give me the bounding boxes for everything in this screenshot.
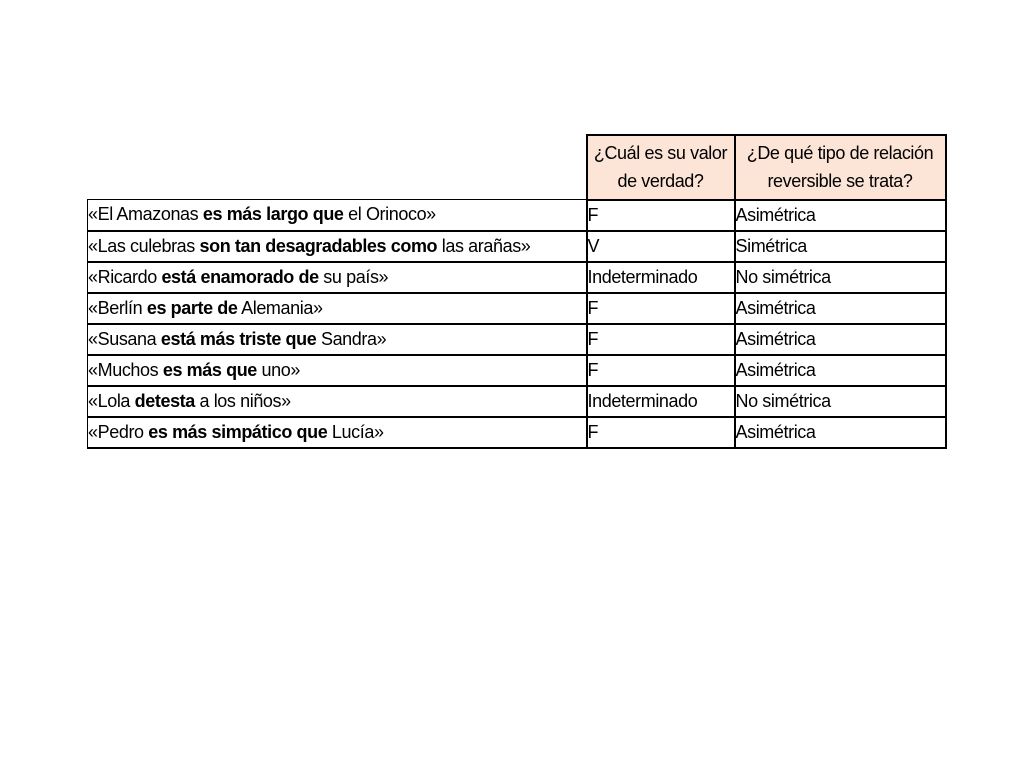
truth-value-cell: F <box>587 293 735 324</box>
table-row <box>88 262 946 293</box>
sentence-fragment: «Ricardo <box>88 266 162 287</box>
sentence-fragment: «El Amazonas <box>88 204 203 225</box>
header-row <box>88 135 946 200</box>
sentence-fragment: a los niños» <box>194 390 291 411</box>
relation-phrase: es parte de <box>146 297 238 318</box>
truth-value-cell: F <box>587 355 735 386</box>
truth-value-cell: V <box>587 231 735 262</box>
sentence-fragment: el Orinoco» <box>343 204 436 225</box>
sentence-fragment: «Lola <box>88 390 135 411</box>
relation-phrase: son tan desagradables como <box>199 235 438 256</box>
table-row <box>88 355 946 386</box>
header-relation-type-line-1: ¿De qué tipo de relación <box>746 143 934 164</box>
sentence-fragment: uno» <box>256 359 300 380</box>
sentence-cell <box>88 386 587 417</box>
sentence-fragment: Sandra» <box>316 328 387 349</box>
relation-type-cell: No simétrica <box>735 386 946 417</box>
relation-phrase: es más que <box>162 359 257 380</box>
truth-value-cell: F <box>587 324 735 355</box>
sentence-cell <box>88 262 587 293</box>
header-empty-cell <box>88 135 587 200</box>
sentence-fragment: Lucía» <box>327 421 384 442</box>
sentence-cell <box>88 231 587 262</box>
sentence-fragment: las arañas» <box>437 235 531 256</box>
header-relation-type-line-2: reversible se trata? <box>767 171 913 192</box>
sentence-cell <box>88 324 587 355</box>
relation-type-cell: Asimétrica <box>735 200 946 231</box>
relation-type-cell: Asimétrica <box>735 324 946 355</box>
relation-phrase: está más triste que <box>160 328 317 349</box>
header-truth-value-line-1: ¿Cuál es su valor <box>593 143 728 164</box>
table-row <box>88 386 946 417</box>
header-relation-type <box>735 135 946 200</box>
relation-type-cell: No simétrica <box>735 262 946 293</box>
sentence-fragment: Alemania» <box>237 297 323 318</box>
relation-type-cell: Simétrica <box>735 231 946 262</box>
table-row <box>88 324 946 355</box>
truth-value-cell: Indeterminado <box>587 386 735 417</box>
relations-table <box>87 134 947 449</box>
table-row <box>88 231 946 262</box>
relation-phrase: está enamorado de <box>161 266 319 287</box>
sentence-fragment: «Berlín <box>88 297 147 318</box>
relation-phrase: es más simpático que <box>148 421 328 442</box>
sentence-cell <box>88 200 587 231</box>
relation-type-cell: Asimétrica <box>735 355 946 386</box>
sentence-cell <box>88 417 587 448</box>
table-row <box>88 417 946 448</box>
table-row <box>88 293 946 324</box>
sentence-fragment: su país» <box>318 266 389 287</box>
sentence-cell <box>88 355 587 386</box>
header-truth-value-line-2: de verdad? <box>617 171 704 192</box>
sentence-fragment: «Susana <box>88 328 161 349</box>
header-truth-value <box>587 135 735 200</box>
relation-phrase: detesta <box>134 390 195 411</box>
truth-value-cell: F <box>587 417 735 448</box>
truth-value-cell: Indeterminado <box>587 262 735 293</box>
relation-phrase: es más largo que <box>202 204 344 225</box>
table-row <box>88 200 946 231</box>
sentence-cell <box>88 293 587 324</box>
sentence-fragment: «Pedro <box>88 421 149 442</box>
relation-type-cell: Asimétrica <box>735 417 946 448</box>
sentence-fragment: «Muchos <box>88 359 163 380</box>
relation-type-cell: Asimétrica <box>735 293 946 324</box>
sentence-fragment: «Las culebras <box>88 235 200 256</box>
table-body <box>88 200 946 448</box>
truth-value-cell: F <box>587 200 735 231</box>
